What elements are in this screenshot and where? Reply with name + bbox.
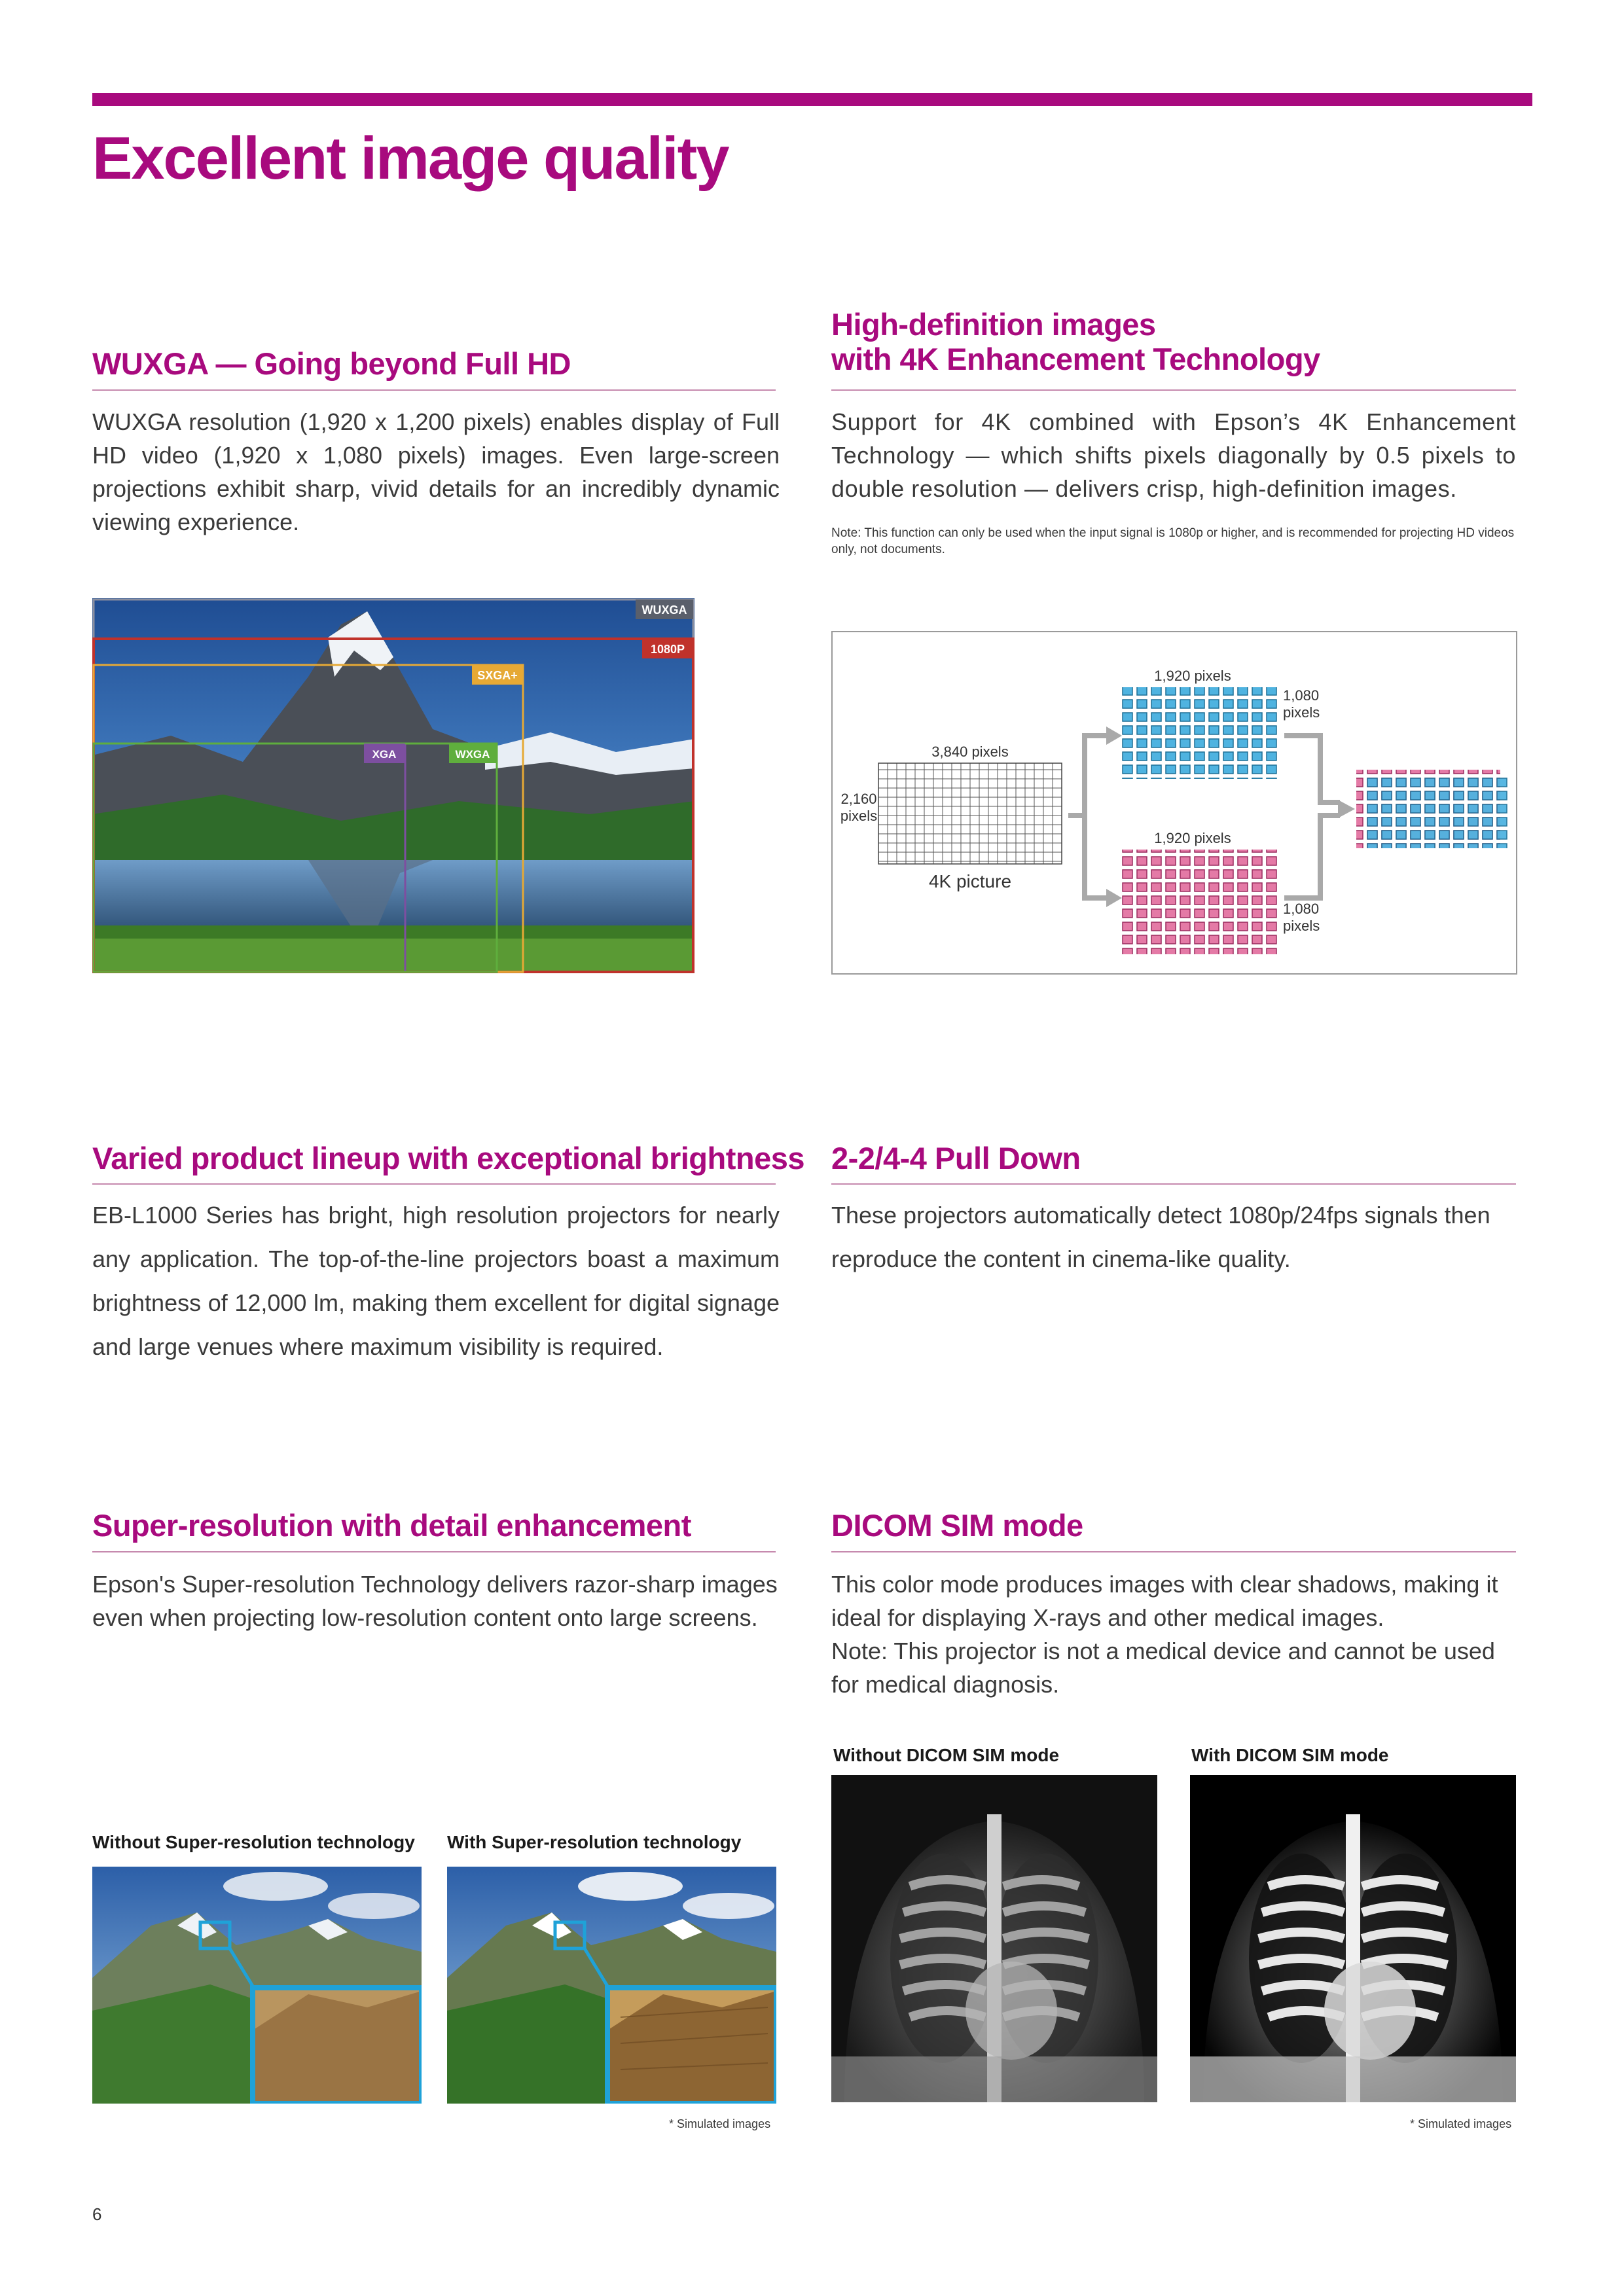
xray-without-dicom bbox=[831, 1775, 1157, 2102]
hd4k-heading-line1: High-definition images bbox=[831, 307, 1156, 342]
wuxga-body: WUXGA resolution (1,920 x 1,200 pixels) enables display of Full HD video (1,920 x 1,080 pixels) images. Even large-screen projections exhibit sharp, vivid details for an incredibly dynamic viewing experience. bbox=[92, 408, 780, 535]
superres-divider bbox=[92, 1551, 776, 1552]
blue-1080-grid bbox=[1121, 687, 1279, 779]
label-xga: XGA bbox=[372, 748, 397, 761]
label-wuxga-top: WUXGA bbox=[641, 603, 687, 617]
label-1080-bottom-b: pixels bbox=[1283, 918, 1320, 934]
brightness-heading: Varied product lineup with exceptional brightness bbox=[92, 1141, 805, 1175]
superres-without-photo bbox=[92, 1867, 422, 2104]
label-3840: 3,840 pixels bbox=[931, 744, 1009, 760]
pulldown-heading: 2-2/4-4 Pull Down bbox=[831, 1141, 1081, 1175]
top-accent-bar bbox=[92, 93, 1532, 106]
label-1920-bottom: 1,920 pixels bbox=[1154, 830, 1231, 846]
pink-1080-grid bbox=[1121, 850, 1279, 954]
split-arrows bbox=[1068, 736, 1108, 898]
brightness-body: EB-L1000 Series has bright, high resolution projectors for nearly any application. The top-of-the-line projectors boast a maximum brightness of 12,000 lm, making them excellent for digital signage and large venues where maximum visibility is required. bbox=[92, 1202, 780, 1360]
caption-with-dicom: With DICOM SIM mode bbox=[1191, 1745, 1389, 1765]
wuxga-resolution-photo bbox=[92, 598, 695, 973]
label-1080p: 1080P bbox=[650, 643, 685, 656]
hd4k-body: Support for 4K combined with Epson’s 4K Enhancement Technology — which shifts pixels diagonally by 0.5 pixels to double resolution — delivers crisp, high-definition images. bbox=[831, 408, 1516, 502]
pulldown-body: These projectors automatically detect 1080p/24fps signals then reproduce the content in cinema-like quality. bbox=[831, 1202, 1490, 1272]
label-1080-top-a: 1,080 bbox=[1283, 687, 1320, 704]
dicom-body-line2: Note: This projector is not a medical device and cannot be used for medical diagnosis. bbox=[831, 1638, 1495, 1698]
caption-without-dicom: Without DICOM SIM mode bbox=[833, 1745, 1060, 1765]
hd4k-note: Note: This function can only be used when the input signal is 1080p or higher, and is recommended for projecting HD videos only, not documents. bbox=[831, 526, 1515, 556]
hd4k-heading-line2: with 4K Enhancement Technology bbox=[831, 342, 1320, 376]
page-title: Excellent image quality bbox=[92, 125, 729, 192]
pulldown-divider bbox=[831, 1183, 1516, 1185]
caption-with-superres: With Super-resolution technology bbox=[447, 1832, 742, 1852]
superres-heading: Super-resolution with detail enhancement bbox=[92, 1508, 691, 1543]
label-1920-top: 1,920 pixels bbox=[1154, 668, 1231, 684]
4k-grid bbox=[878, 763, 1062, 864]
wuxga-heading: WUXGA — Going beyond Full HD bbox=[92, 346, 571, 381]
page-number: 6 bbox=[92, 2204, 102, 2224]
label-sxga: SXGA+ bbox=[477, 669, 518, 682]
superres-simulated-note: * Simulated images bbox=[669, 2117, 771, 2130]
superres-body: Epson's Super-resolution Technology delivers razor-sharp images even when projecting low-resolution content onto large screens. bbox=[92, 1571, 778, 1631]
brightness-divider bbox=[92, 1183, 776, 1185]
label-4k-picture: 4K picture bbox=[928, 871, 1012, 891]
dicom-divider bbox=[831, 1551, 1516, 1552]
label-1080-bottom-a: 1,080 bbox=[1283, 901, 1320, 917]
dicom-heading: DICOM SIM mode bbox=[831, 1508, 1083, 1543]
caption-without-superres: Without Super-resolution technology bbox=[92, 1832, 415, 1852]
label-2160-b: pixels bbox=[840, 808, 878, 824]
label-2160-a: 2,160 bbox=[840, 791, 877, 807]
wuxga-divider bbox=[92, 389, 776, 391]
4k-enhancement-diagram bbox=[831, 631, 1517, 975]
dicom-simulated-note: * Simulated images bbox=[1410, 2117, 1512, 2130]
label-1080-top-b: pixels bbox=[1283, 704, 1320, 721]
combined-enhanced-grid bbox=[1356, 770, 1507, 848]
label-wxga: WXGA bbox=[455, 748, 490, 761]
hd4k-divider bbox=[831, 389, 1516, 391]
merge-arrows bbox=[1284, 736, 1340, 898]
superres-with-photo bbox=[447, 1867, 776, 2104]
xray-with-dicom bbox=[1190, 1775, 1516, 2102]
dicom-body-line1: This color mode produces images with clear shadows, making it ideal for displaying X-rays and other medical images. bbox=[831, 1571, 1498, 1631]
